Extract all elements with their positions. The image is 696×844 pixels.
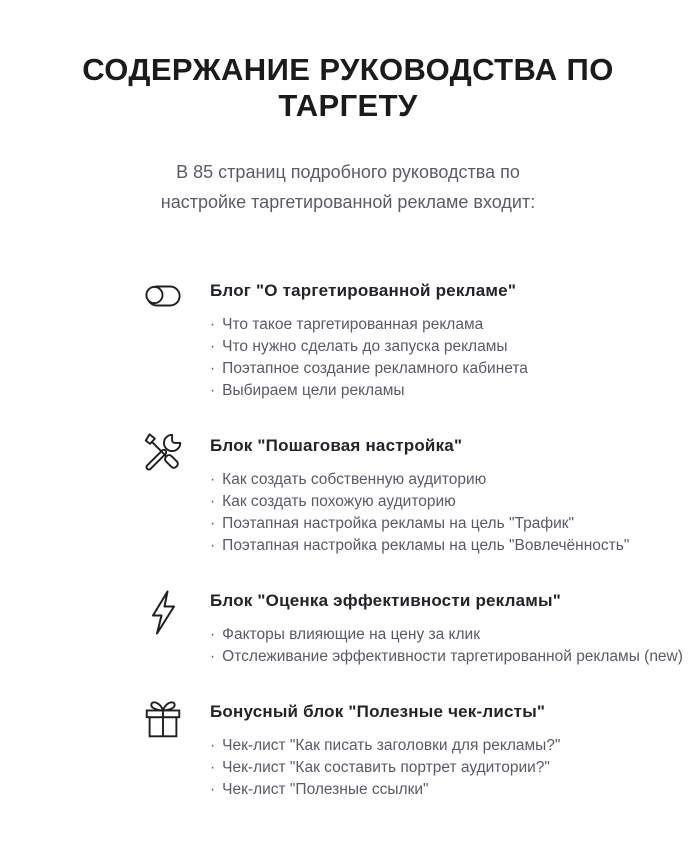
bullet-marker: · [210,316,216,333]
section-content [210,436,676,557]
bullet-marker: · [210,338,216,355]
bullet-marker: · [210,537,216,554]
list-item-text: Что нужно сделать до запуска рекламы [222,338,508,355]
list-item [210,624,676,646]
bullet-marker: · [210,626,216,643]
toggle-switch-icon [140,283,186,309]
bullet-list [210,314,676,402]
page-title: СОДЕРЖАНИЕ РУКОВОДСТВА ПО ТАРГЕТУ [82,52,614,123]
section-heading: Блок "Оценка эффективности рекламы" [210,591,562,610]
subtitle-line-2: настройке таргетированной рекламе входит: [160,192,536,212]
list-item [210,491,676,513]
list-item [210,735,676,757]
section-heading: Блог "О таргетированной рекламе" [210,281,517,300]
bullet-marker: · [210,515,216,532]
subtitle-line-1: В 85 страниц подробного руководства по [176,162,520,182]
section-icon-cell [140,281,210,402]
tools-icon [140,430,186,476]
list-item-text: Поэтапное создание рекламного кабинета [222,360,528,377]
sections-list [140,281,683,801]
list-item [210,380,676,402]
bullet-marker: · [210,737,216,754]
list-item-text: Поэтапная настройка рекламы на цель "Вовлечённость" [222,537,630,554]
section-content [210,281,676,402]
list-item-text: Отслеживание эффективности таргетированной рекламы (new) [222,648,683,665]
bullet-marker: · [210,648,216,665]
list-item-text: Как создать собственную аудиторию [222,471,487,488]
list-item-text: Чек-лист "Полезные ссылки" [222,781,429,798]
list-item-text: Факторы влияющие на цену за клик [222,626,480,643]
bullet-marker: · [210,781,216,798]
list-item [210,779,676,801]
section-bonus-checklists [140,702,676,801]
section-icon-cell [140,591,210,668]
list-item [210,757,676,779]
list-item-text: Чек-лист "Как писать заголовки для рекламы?" [222,737,561,754]
list-item [210,336,676,358]
section-icon-cell [140,436,210,557]
bullet-list [210,469,676,557]
section-content [210,702,676,801]
list-item-text: Поэтапная настройка рекламы на цель "Трафик" [222,515,575,532]
bullet-marker: · [210,759,216,776]
list-item [210,535,676,557]
list-item [210,314,676,336]
list-item [210,358,676,380]
section-icon-cell [140,702,210,801]
section-effectiveness [140,591,683,668]
bullet-marker: · [210,382,216,399]
lightning-icon [140,589,186,636]
list-item-text: Как создать похожую аудиторию [222,493,456,510]
list-item-text: Что такое таргетированная реклама [222,316,484,333]
list-item-text: Чек-лист "Как составить портрет аудитории?" [222,759,550,776]
bullet-list [210,624,683,668]
section-content [210,591,683,668]
bullet-marker: · [210,360,216,377]
section-blog [140,281,676,402]
bullet-list [210,735,676,801]
list-item [210,646,683,668]
list-item-text: Выбираем цели рекламы [222,382,405,399]
page [0,52,696,844]
section-heading: Бонусный блок "Полезные чек-листы" [210,702,546,721]
section-setup [140,436,676,557]
gift-icon [140,698,186,744]
section-heading: Блок "Пошаговая настройка" [210,436,463,455]
bullet-marker: · [210,471,216,488]
list-item [210,513,676,535]
page-subtitle [133,157,563,217]
bullet-marker: · [210,493,216,510]
list-item [210,469,676,491]
